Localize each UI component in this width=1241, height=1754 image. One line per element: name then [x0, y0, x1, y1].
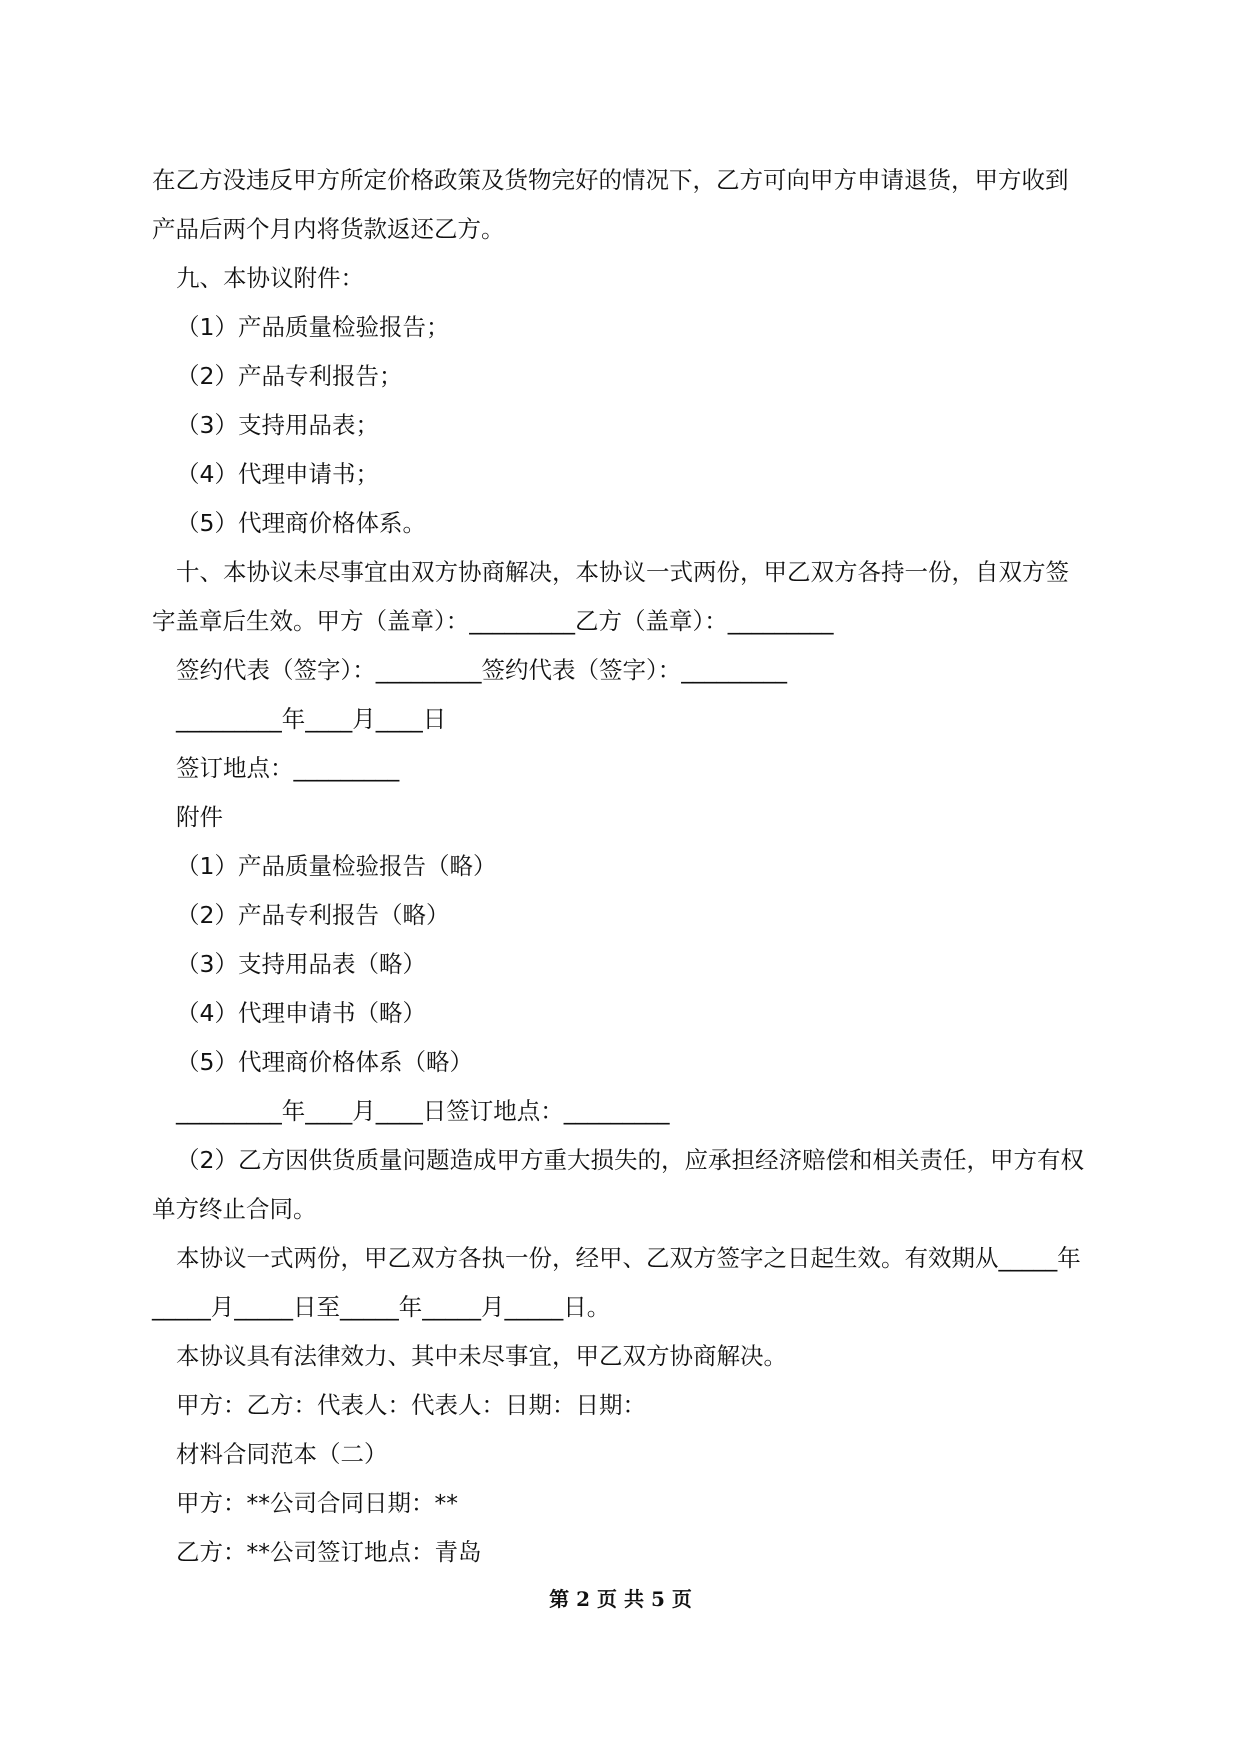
attachment-item-3: （3）支持用品表； [176, 411, 379, 439]
signature-date: _________年____月____日 [176, 705, 447, 733]
appendix-item-2: （2）产品专利报告（略） [176, 901, 450, 929]
paragraph-legal-effect: 本协议具有法律效力、其中未尽事宜，甲乙双方协商解决。 [176, 1342, 787, 1370]
attachment-item-2: （2）产品专利报告； [176, 362, 403, 390]
paragraph-clause-ten: 十、本协议未尽事宜由双方协商解决，本协议一式两份，甲乙双方各持一份，自双方签字盖章后生效。甲方（盖章）：_________乙方（盖章）：_________ [152, 558, 1069, 635]
appendix-item-5: （5）代理商价格体系（略） [176, 1048, 473, 1076]
signing-place: 签订地点：_________ [176, 754, 400, 782]
attachment-item-1: （1）产品质量检验报告； [176, 313, 450, 341]
heading-appendix: 附件 [176, 803, 223, 831]
paragraph-validity-period: 本协议一式两份，甲乙双方各执一份，经甲、乙双方签字之日起生效。有效期从_____年_____月_____日至_____年_____月_____日。 [152, 1244, 1081, 1321]
appendix-item-1: （1）产品质量检验报告（略） [176, 852, 497, 880]
paragraph-quality-liability: （2）乙方因供货质量问题造成甲方重大损失的，应承担经济赔偿和相关责任，甲方有权单方终止合同。 [152, 1146, 1084, 1223]
party-a-info: 甲方：**公司合同日期：** [176, 1489, 458, 1517]
page-number: 第 2 页 共 5 页 [549, 1587, 692, 1611]
date-and-place-line: _________年____月____日签订地点：_________ [176, 1097, 670, 1125]
signature-representatives: 签约代表（签字）：_________签约代表（签字）：_________ [176, 656, 787, 684]
attachment-item-4: （4）代理申请书； [176, 460, 379, 488]
attachment-item-5: （5）代理商价格体系。 [176, 509, 426, 537]
party-signature-fields: 甲方：乙方：代表人：代表人：日期：日期： [176, 1391, 646, 1419]
appendix-item-3: （3）支持用品表（略） [176, 950, 426, 978]
section-title-template-two: 材料合同范本（二） [176, 1440, 388, 1468]
paragraph-return-policy: 在乙方没违反甲方所定价格政策及货物完好的情况下，乙方可向甲方申请退货，甲方收到产品后两个月内将货款返还乙方。 [152, 166, 1069, 243]
document-body [152, 156, 1088, 1577]
appendix-item-4: （4）代理申请书（略） [176, 999, 426, 1027]
party-b-info: 乙方：**公司签订地点：青岛 [176, 1538, 482, 1566]
heading-attachments: 九、本协议附件： [176, 264, 364, 292]
